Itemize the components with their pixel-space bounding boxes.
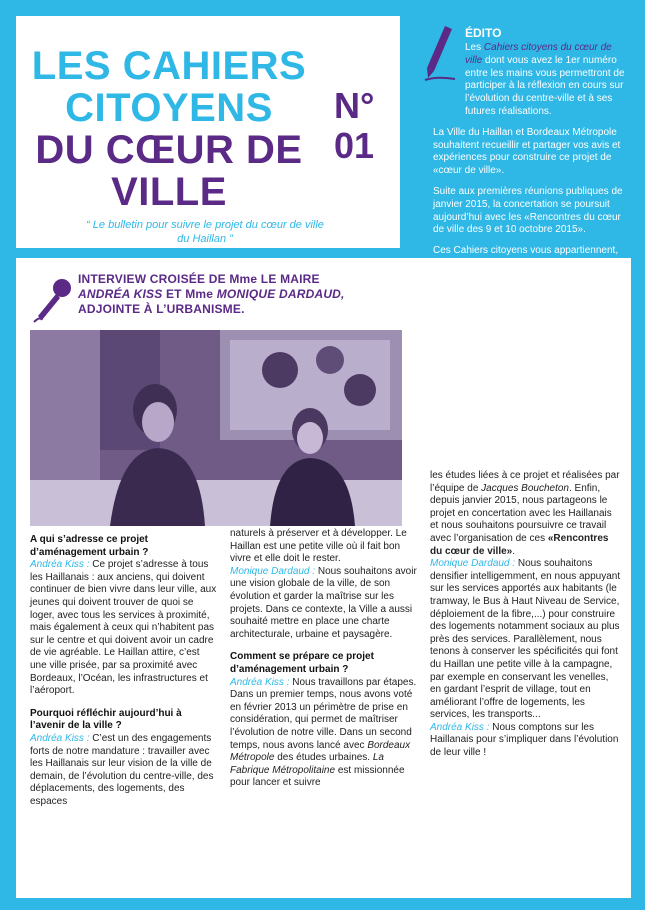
- edito-p4: Ces Cahiers citoyens vous appartiennent,: [433, 245, 619, 257]
- interview-head-d: MONIQUE DARDAUD,: [216, 287, 345, 301]
- interview-panel: [16, 258, 631, 898]
- speaker-dardaud: Monique Dardaud :: [230, 565, 316, 577]
- answer-2: C’est un des engagements forts de notre mandature : travailler avec les Haillanais sur leur vision de la ville de demain, de l’évolution du centre-ville, des déplacements, des logements, des espaces: [30, 732, 214, 807]
- answer-3: Nous travaillons par étapes. Dans un premier temps, nous avons voté en février 2013 un périmètre de prise en considération, qui permet de maîtriser l’évolution de notre ville. Dans un second temps, nous avons lancé avec: [230, 676, 417, 751]
- answer-3-em3: Jacques Boucheton: [481, 482, 569, 494]
- subtitle: “ Le bulletin pour suivre le projet du cœur de ville du Haillan ”: [86, 219, 324, 245]
- speaker-kiss: Andréa Kiss :: [30, 559, 90, 571]
- question-1: A qui s’adresse ce projet d’aménagement urbain ?: [30, 534, 149, 558]
- interview-heading: [78, 272, 408, 317]
- title-panel: [16, 16, 400, 248]
- edito-p3: Suite aux premières réunions publiques de janvier 2015, la concertation se poursuit aujourd’hui avec les «Rencontres du cœur de ville des 9 et 10 octobre 2015».: [433, 185, 623, 236]
- title-line-1: LES CAHIERS: [31, 44, 307, 88]
- answer-1: Ce projet s’adresse à tous les Haillanais : aux anciens, qui doivent continuer de bien vivre dans leur ville, aux jeunes qui doivent trouver de quoi se loger, avec tous les services à proximité, mais également à ceux qui n’habitent pas sur le centre et qui doivent avoir un cadre de vie agréable. Le Haillan attire, c’est une ville prisée, par sa proximité avec Bordeaux, l’Océan, les infrastructures et l’aéroport.: [30, 559, 217, 697]
- speaker-kiss: Andréa Kiss :: [30, 732, 90, 744]
- edito-p1-rest: dont vous avez le 1er numéro entre les mains vous permettront de participer à la réflexion en cours sur l’évolution du centre-ville et à ses futures réalisations.: [465, 54, 625, 117]
- edito-p1-prefix: Les: [465, 42, 484, 53]
- interview-head-e: ADJOINTE À L’URBANISME.: [78, 302, 245, 316]
- speaker-kiss: Andréa Kiss :: [230, 676, 290, 688]
- answer-3-continued: les études liées à ce projet et réalisées par l’équipe de: [430, 470, 620, 494]
- answer-3-em: Bordeaux Métropole: [230, 739, 411, 764]
- answer-2-continued: naturels à préserver et à développer. Le Haillan est une petite ville où il fait bon vivre et elle doit le rester.: [230, 528, 407, 565]
- column-2: [230, 528, 420, 790]
- issue-number: N° 01: [334, 85, 375, 166]
- title-line-2: CITOYENS: [65, 86, 273, 130]
- microphone-icon: [30, 276, 78, 324]
- interview-photo: [30, 330, 402, 526]
- answer-3c: Nous comptons sur les Haillanais pour s’impliquer dans l’évolution de leur ville !: [430, 721, 619, 759]
- answer-3-part4: . Enfin, depuis janvier 2015, nous partageons le projet en concertation avec les Haillanais et nous souhaitons poursuivre ce travail avec l’organisation de ces: [430, 482, 612, 544]
- edito-heading: ÉDITO: [465, 26, 502, 40]
- question-2: Pourquoi réfléchir aujourd’hui à l’avenir de la ville ?: [30, 707, 182, 732]
- interview-head-c: ET Mme: [162, 287, 217, 301]
- answer-3-end: .: [512, 545, 516, 557]
- edito-p1-title: Cahiers citoyens du cœur de ville: [465, 42, 612, 66]
- speaker-dardaud: Monique Dardaud :: [430, 558, 516, 570]
- answer-3-em2: La Fabrique Métropolitaine: [230, 752, 384, 776]
- title-line-4: VILLE: [111, 170, 227, 214]
- answer-3b: Nous souhaitons densifier intelligemment, en nous appuyant sur les services apportés aux habitants (le tramway, le Bus à Haut Niveau de Service, déploiement de la fibre,...) pour construire des logements notamment sociaux au plus près des services. Parallèlement, nous tenons à conserver les spécificités qui font du Haillan une petite ville à la campagne, par exemple en conservant les venelles, en gardant l’esprit de village, tout en améliorant l’offre de logements, les services, les transports...: [430, 558, 621, 721]
- speaker-kiss: Andréa Kiss :: [430, 721, 490, 733]
- answer-3-part2: des études urbaines.: [274, 752, 373, 764]
- question-3: Comment se prépare ce projet d’aménagement urbain ?: [230, 651, 374, 675]
- answer-2b: Nous souhaitons avoir une vision globale de la ville, de son évolution et garder la maîtrise sur les projets. Dans ce contexte, la Ville a aussi souhaité mettre en place une charte architecturale, urbaine et paysagère.: [230, 565, 417, 640]
- interview-head-a: INTERVIEW CROISÉE DE Mme LE MAIRE: [78, 272, 320, 286]
- answer-3-bold: «Rencontres du cœur de ville»: [430, 532, 609, 557]
- interview-head-b: ANDRÉA KISS: [78, 287, 163, 301]
- edito-p2: La Ville du Haillan et Bordeaux Métropole souhaitent recueillir et partager vos avis et expériences pour construire ce projet de «cœur de ville».: [433, 126, 621, 177]
- title-line-3: DU CŒUR DE: [35, 128, 303, 172]
- answer-3-part3: est missionnée pour lancer et suivre: [230, 764, 405, 789]
- column-3: [430, 470, 622, 760]
- column-1: [30, 534, 218, 808]
